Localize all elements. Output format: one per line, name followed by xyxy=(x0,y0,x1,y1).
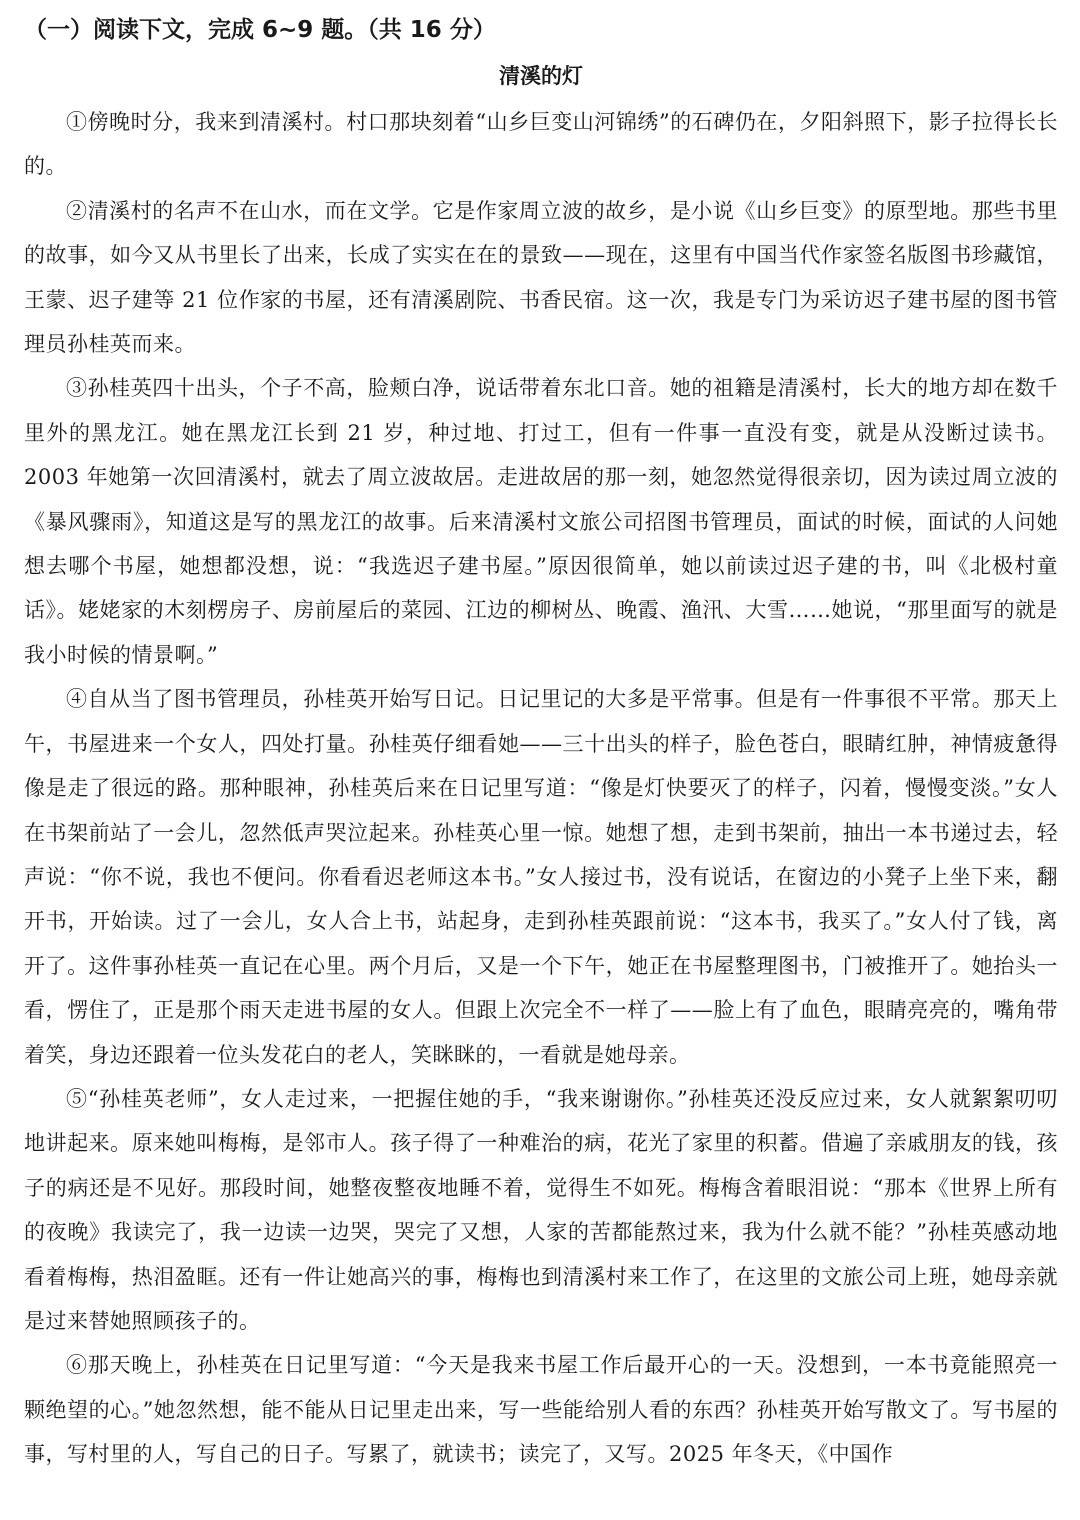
paragraph-2: ②清溪村的名声不在山水，而在文学。它是作家周立波的故乡，是小说《山乡巨变》的原型地。那些书里的故事，如今又从书里长了出来，长成了实实在在的景致——现在，这里有中国当代作家签名版图书珍藏馆，王蒙、迟子建等 21 位作家的书屋，还有清溪剧院、书香民宿。这一次，我是专门为采访迟子建书屋的图书管理员孙桂英而来。 xyxy=(24,198,1058,357)
article-title: 清溪的灯 xyxy=(499,64,583,88)
paragraph-5: ⑤“孙桂英老师”，女人走过来，一把握住她的手，“我来谢谢你。”孙桂英还没反应过来，女人就絮絮叨叨地讲起来。原来她叫梅梅，是邻市人。孩子得了一种难治的病，花光了家里的积蓄。借遍了亲戚朋友的钱，孩子的病还是不见好。那段时间，她整夜整夜地睡不着，觉得生不如死。梅梅含着眼泪说：“那本《世界上所有的夜晚》我读完了，我一边读一边哭，哭完了又想，人家的苦都能熬过来，我为什么就不能？”孙桂英感动地看着梅梅，热泪盈眶。还有一件让她高兴的事，梅梅也到清溪村来工作了，在这里的文旅公司上班，她母亲就是过来替她照顾孩子的。 xyxy=(24,1086,1058,1333)
paragraph-4: ④自从当了图书管理员，孙桂英开始写日记。日记里记的大多是平常事。但是有一件事很不平常。那天上午，书屋进来一个女人，四处打量。孙桂英仔细看她——三十出头的样子，脸色苍白，眼睛红肿，神情疲惫得像是走了很远的路。那种眼神，孙桂英后来在日记里写道：“像是灯快要灭了的样子，闪着，慢慢变淡。”女人在书架前站了一会儿，忽然低声哭泣起来。孙桂英心里一惊。她想了想，走到书架前，抽出一本书递过去，轻声说：“你不说，我也不便问。你看看迟老师这本书。”女人接过书，没有说话，在窗边的小凳子上坐下来，翻开书，开始读。过了一会儿，女人合上书，站起身，走到孙桂英跟前说：“这本书，我买了。”女人付了钱，离开了。这件事孙桂英一直记在心里。两个月后，又是一个下午，她正在书屋整理图书，门被推开了。她抬头一看，愣住了，正是那个雨天走进书屋的女人。但跟上次完全不一样了——脸上有了血色，眼睛亮亮的，嘴角带着笑，身边还跟着一位头发花白的老人，笑眯眯的，一看就是她母亲。 xyxy=(24,687,1058,1067)
section-heading: （一）阅读下文，完成 6~9 题。（共 16 分） xyxy=(24,17,496,43)
paragraph-6: ⑥那天晚上，孙桂英在日记里写道：“今天是我来书屋工作后最开心的一天。没想到，一本书竟能照亮一颗绝望的心。”她忽然想，能不能从日记里走出来，写一些能给别人看的东西？孙桂英开始写散文了。写书屋的事，写村里的人，写自己的日子。写累了，就读书；读完了，又写。2025 年冬天，《中国作 xyxy=(24,1353,1058,1467)
paragraph-3: ③孙桂英四十出头，个子不高，脸颊白净，说话带着东北口音。她的祖籍是清溪村，长大的地方却在数千里外的黑龙江。她在黑龙江长到 21 岁，种过地、打过工，但有一件事一直没有变，就是从没断过读书。2003 年她第一次回清溪村，就去了周立波故居。走进故居的那一刻，她忽然觉得很亲切，因为读过周立波的《暴风骤雨》，知道这是写的黑龙江的故事。后来清溪村文旅公司招图书管理员，面试的时候，面试的人问她想去哪个书屋，她想都没想，说：“我选迟子建书屋。”原因很简单，她以前读过迟子建的书，叫《北极村童话》。姥姥家的木刻楞房子、房前屋后的菜园、江边的柳树丛、晚霞、渔汛、大雪……她说，“那里面写的就是我小时候的情景啊。” xyxy=(24,376,1058,667)
paragraph-1: ①傍晚时分，我来到清溪村。村口那块刻着“山乡巨变山河锦绣”的石碑仍在，夕阳斜照下，影子拉得长长的。 xyxy=(24,110,1058,179)
